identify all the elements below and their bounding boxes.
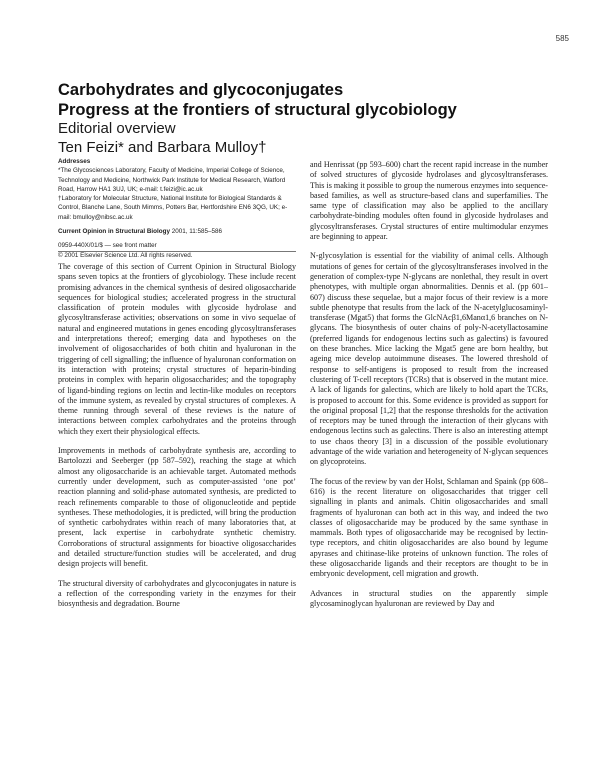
journal-citation <box>58 227 296 236</box>
article-title-line2: Progress at the frontiers of structural glycobiology <box>58 101 457 119</box>
body-column-right <box>310 160 548 772</box>
paragraph: N-glycosylation is essential for the viability of animal cells. Although mutations of genes for certain of the glycosyltransferases involved in the generation of complex-type N-glycans are nonlethal, they result in overt phenotypes, with multiple organ abnormalities. Dennis et al. (pp 601–607) discuss these sequelae, but a major focus of their review is a more subtle phenotype that results from the lack of the N-acetylglucosaminyl-transferase (Mgat5) that forms the GlcNAcβ1,6Manα1,6 branches on N-glycans. The biosynthesis of outer chains of poly-N-acetyllactosamine (preferred ligands for endogenous lectins such as galectins) is favoured on these branches. Mice lacking the Mgat5 gene are born healthy, but ageing mice develop autoimmune diseases. The lowered threshold of response to self-antigens is proposed to result from the increased clustering of T-cell receptors (TCRs) that is observed in the mutant mice. A lack of ligands for galectins, which are likely to hold apart the TCRs, is proposed to account for this. Some evidence is provided as support for the original proposal [1,2] that the response thresholds for the activation of receptors may be tuned through the interaction of their glycans with endogenous lectins such as galectins. There is also an interesting attempt to use chaos theory [3] in a discussion of the possible evolutionary advantage of the wide variation and heterogeneity of N-glycan sequences on glycoproteins. <box>310 251 548 467</box>
article-authors: Ten Feizi* and Barbara Mulloy† <box>58 139 267 156</box>
paragraph: Advances in structural studies on the apparently simple glycosaminoglycan hyaluronan are reviewed by Day and <box>310 588 548 608</box>
article-title-line1: Carbohydrates and glycoconjugates <box>58 81 344 99</box>
paragraph: Improvements in methods of carbohydrate synthesis are, according to Bartolozzi and Seeberger (pp 587–592), reaching the stage at which almost any oligosaccharide is an achievable target. Automated methods currently under development, such as computer-assisted ‘one pot’ reaction planning and solid-phase automated synthesis, are predicted to reach refinements comparable to those of oligonucleotide and peptide syntheses. These methodologies, it is predicted, will bring the production of synthetic carbohydrates within reach of many laboratories that, at present, lack expertise in carbohydrate synthetic chemistry. Corroborations of structural assignments for bioactive oligosaccharides and detailed structure/function studies will be accelerated, and drug design projects will benefit. <box>58 446 296 569</box>
body-column-left <box>58 262 296 772</box>
issn-line: 0959-440X/01/$ — see front matter <box>58 242 157 250</box>
article-subtitle: Editorial overview <box>58 120 176 137</box>
journal-ref: 2001, 11:585–586 <box>169 228 223 236</box>
paragraph: The focus of the review by van der Holst, Schlaman and Spaink (pp 608–616) is the recent literature on oligosaccharides that trigger cell signalling in plants and animals. Chitin oligosaccharides and small fragments of hyaluronan can both act in this way, and indeed the two classes of oligosaccharide may be produced by the same synthase in mammals. Both types of oligosaccharide may be recognised by lectin-type receptors, and chitin oligosaccharides are also bound by legume apyrases and chitinase-like proteins of unknown function. The roles of these oligosaccharide ligands and their receptors are thought to be in embryonic development, cell migration and growth. <box>310 476 548 579</box>
article-header <box>58 80 548 157</box>
address-2: †Laboratory for Molecular Structure, National Institute for Biological Standards & Control, Blanche Lane, South Mimms, Potters Bar, Hertfordshire EN6 3QG, UK; e-mail: bmulloy@nibsc.ac.uk <box>58 195 288 221</box>
address-1: *The Glycosciences Laboratory, Faculty of Medicine, Imperial College of Science, Technology and Medicine, Northwick Park Institute for Medical Research, Watford Road, Harrow HA1 3UJ, UK; e-mail: t.feizi@ic.ac.uk <box>58 167 286 193</box>
paragraph: and Henrissat (pp 593–600) chart the recent rapid increase in the number of solved structures of glycoside hydrolases and glycosyltransferases. This is making it possible to group the numerous enzymes into sequence-based families, as well as structure-based clans and superfamilies. The same type of classification may also be applied to the ancillary carbohydrate-binding modules often found in glycoside hydrolases and glycosyltransferases. Crystal structures of entire multimodular enzymes are beginning to appear. <box>310 160 548 242</box>
paragraph: The coverage of this section of Current Opinion in Structural Biology spans seven topics at the frontiers of glycobiology. These include recent promising advances in the chemical synthesis of desired oligosaccharide sequences for biological studies; accelerated progress in the structural classification of protein modules with glycoside hydrolase and glycosyltransferase activities; observations on some in vivo sequelae of natural and engineered mutations in genes encoding glycosyltransferases and interpretations thereof; emerging data and hypotheses on the involvement of oligosaccharides of both chitin and hyaluronan in the triggering of cell signalling; the influence of hyaluronan conformation on its interaction with proteins; crystal structures of heparin-binding proteins in complex with heparin oligosaccharides; and the topography of ligand-binding regions on lectin and lectin-like modules on receptors of the immune system, as revealed by crystal structures of complexes. A theme running through several of these reviews is the nature of interactions between complex carbohydrates and the proteins through which they exert their physiological effects. <box>58 262 296 436</box>
journal-name: Current Opinion in Structural Biology <box>58 228 170 236</box>
meta-divider <box>58 251 296 252</box>
addresses-label: Addresses <box>58 158 91 165</box>
copyright-line: © 2001 Elsevier Science Ltd. All rights reserved. <box>58 251 193 259</box>
page-number: 585 <box>555 34 569 43</box>
paragraph: The structural diversity of carbohydrates and glycoconjugates in nature is a reflection of the corresponding variety in the enzymes for their biosynthesis and degradation. Bourne <box>58 578 296 609</box>
article-meta <box>58 157 296 260</box>
